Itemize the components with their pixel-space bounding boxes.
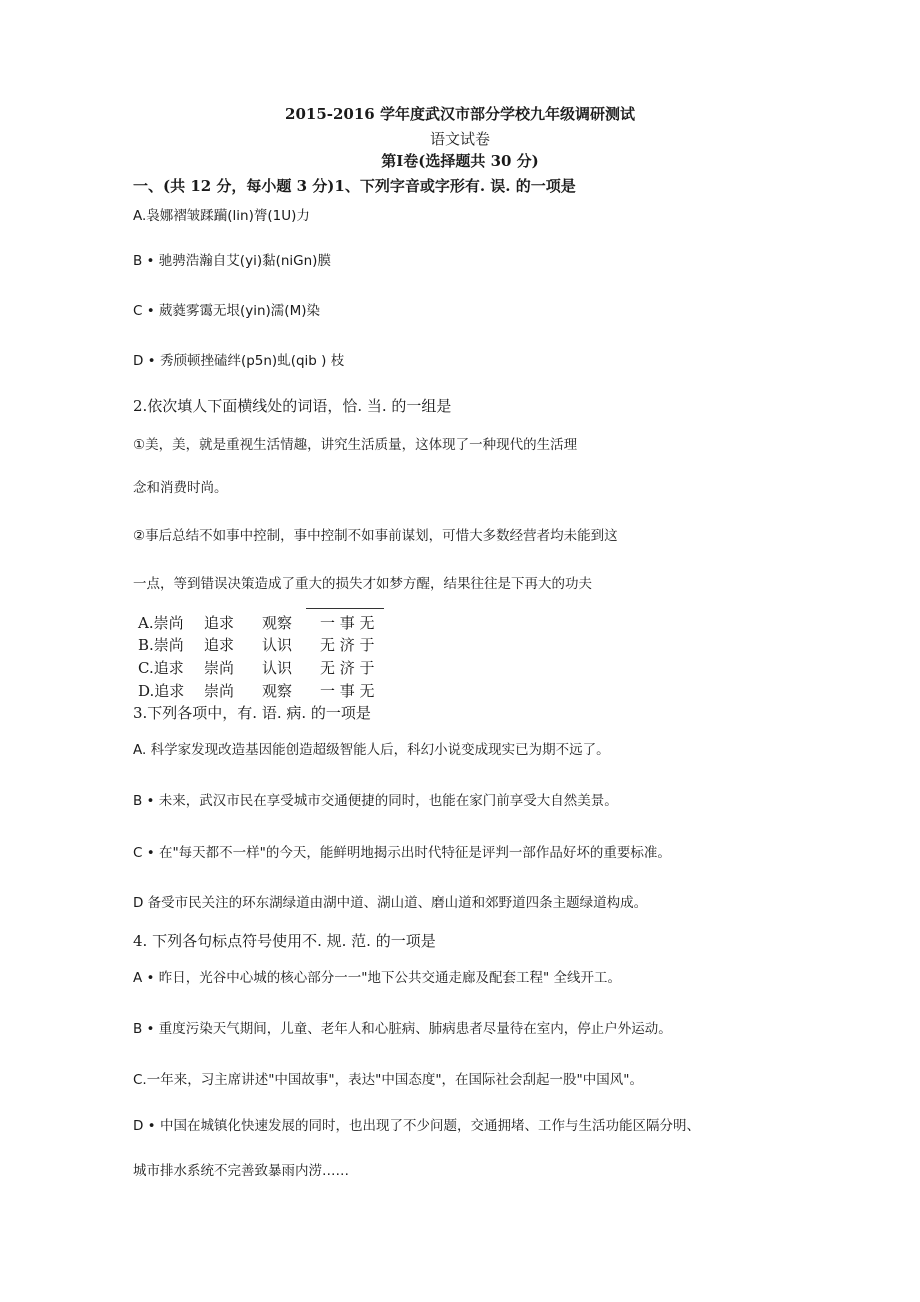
q2-passage-1-line-1: ①美，美，就是重视生活情趣，讲究生活质量，这体现了一种现代的生活理 (133, 437, 578, 453)
q1-option-c: C • 葳蕤雾霭无垠(yin)濡(M)染 (133, 303, 320, 319)
q3-option-d: D 备受市民关注的环东湖绿道由湖中道、湖山道、磨山道和郊野道四条主题绿道构成。 (133, 895, 648, 911)
q4-option-d-line-2: 城市排水系统不完善致暴雨内涝…… (133, 1163, 349, 1179)
q3-option-a: A. 科学家发现改造基因能创造超级智能人后，科幻小说变成现实已为期不远了。 (133, 742, 610, 758)
q2-option-a-label: A.崇尚 (138, 614, 184, 632)
q2-passage-2-line-1: ②事后总结不如事中控制，事中控制不如事前谋划，可惜大多数经营者均未能到这 (133, 528, 618, 544)
q1-option-d: D • 秀颀顿挫磕绊(p5n)虬(qib ) 枝 (133, 353, 345, 369)
q2-stem: 2.依次填人下面横线处的词语，恰. 当. 的一组是 (133, 397, 452, 415)
q2-option-c-word3: 认识 (262, 659, 293, 677)
q4-option-a: A • 昨日，光谷中心城的核心部分一一"地下公共交通走廊及配套工程" 全线开工。 (133, 970, 621, 986)
q4-option-c: C.一年来，习主席讲述"中国故事"，表达"中国态度"，在国际社会刮起一股"中国风"。 (133, 1072, 643, 1088)
q2-option-c-label: C.追求 (138, 659, 184, 677)
q2-option-b-word3: 认识 (262, 636, 293, 654)
section-heading: 第Ⅰ卷(选择题共 30 分) (381, 152, 539, 170)
part1-heading: 一、(共 12 分，每小题 3 分)1、下列字音或字形有. 误. 的一项是 (133, 177, 576, 195)
q2-option-c-word4: 无 济 于 (320, 659, 375, 677)
q2-option-d-word3: 观察 (262, 682, 293, 700)
q2-passage-2-line-2: 一点，等到错误决策造成了重大的损失才如梦方醒，结果往往是下再大的功夫 (133, 576, 592, 592)
q2-option-b-word2: 追求 (204, 636, 235, 654)
q1-option-a: A.袅娜褶皱蹂躏(lin)膂(1U)力 (133, 208, 310, 224)
q4-option-b: B • 重度污染天气期间，儿童、老年人和心脏病、肺病患者尽量待在室内，停止户外运动。 (133, 1021, 672, 1037)
q2-option-a-word2: 追求 (204, 614, 235, 632)
q2-passage-1-line-2: 念和消费时尚。 (133, 480, 228, 496)
exam-title: 2015-2016 学年度武汉市部分学校九年级调研测试 (285, 105, 635, 123)
q2-option-d-word2: 崇尚 (204, 682, 235, 700)
answer-blank-line (306, 608, 384, 609)
q2-option-b-word4: 无 济 于 (320, 636, 375, 654)
q2-option-a-word4: 一 事 无 (320, 614, 375, 632)
q4-option-d-line-1: D • 中国在城镇化快速发展的同时，也出现了不少问题，交通拥堵、工作与生活功能区隔分明、 (133, 1118, 700, 1134)
q2-option-a-word3: 观察 (262, 614, 293, 632)
q3-option-b: B • 未来，武汉市民在享受城市交通便捷的同时，也能在家门前享受大自然美景。 (133, 793, 618, 809)
q3-option-c: C • 在"每天都不一样"的今天，能鲜明地揭示出时代特征是评判一部作品好坏的重要标准。 (133, 845, 671, 861)
q2-option-c-word2: 崇尚 (204, 659, 235, 677)
q2-option-b-label: B.崇尚 (138, 636, 184, 654)
q4-stem: 4. 下列各句标点符号使用不. 规. 范. 的一项是 (133, 932, 436, 950)
q3-stem: 3.下列各项中，有. 语. 病. 的一项是 (133, 704, 371, 722)
exam-subtitle: 语文试卷 (429, 130, 490, 148)
q2-option-d-label: D.追求 (138, 682, 185, 700)
q1-option-b: B • 驰骋浩瀚自艾(yi)黏(niGn)膜 (133, 253, 331, 269)
q2-option-d-word4: 一 事 无 (320, 682, 375, 700)
